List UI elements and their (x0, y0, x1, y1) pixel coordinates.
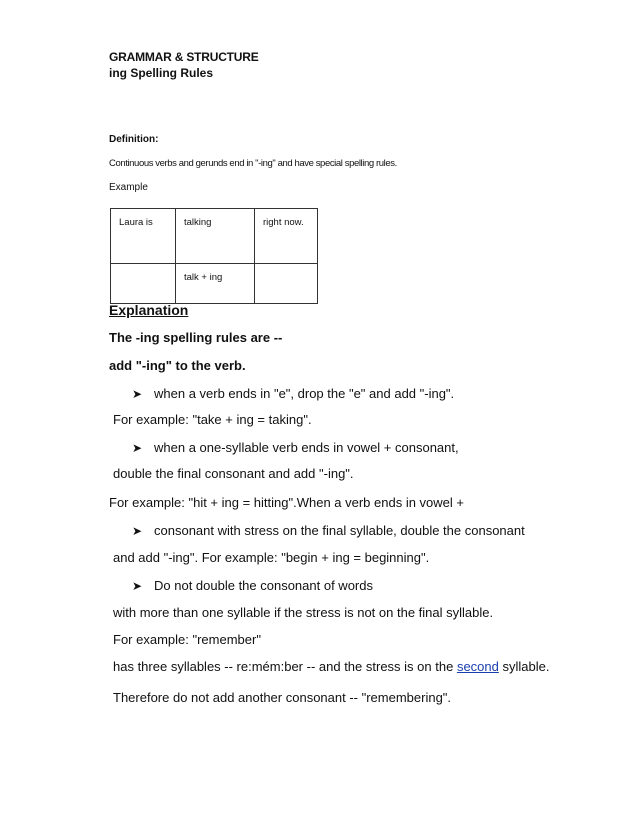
rules-title: The -ing spelling rules are -- (109, 330, 283, 345)
table-cell (255, 264, 318, 304)
example-line: For example: "remember" (113, 632, 261, 647)
arrow-bullet-icon: ➤ (132, 524, 143, 538)
example-line: For example: "take + ing = taking". (113, 412, 312, 427)
example-table (110, 208, 318, 304)
example-label: Example (109, 182, 148, 193)
definition-text: Continuous verbs and gerunds end in "-ing" and have special spelling rules. (109, 158, 397, 169)
bullet-item (132, 440, 459, 455)
bullet-text: Do not double the consonant of words (154, 578, 373, 593)
table-cell: talking (176, 209, 255, 264)
bullet-text: consonant with stress on the final syllable, double the consonant (154, 523, 525, 538)
arrow-bullet-icon: ➤ (132, 579, 143, 593)
table-cell: talk + ing (176, 264, 255, 304)
bullet-item (132, 578, 373, 593)
example-line: For example: "hit + ing = hitting".When a verb ends in vowel + (109, 495, 464, 510)
arrow-bullet-icon: ➤ (132, 387, 143, 401)
arrow-bullet-icon: ➤ (132, 441, 143, 455)
bullet-text: when a verb ends in "e", drop the "e" and add "-ing". (154, 386, 455, 401)
definition-label: Definition: (109, 134, 159, 145)
bullet-item (132, 523, 525, 538)
text-fragment: has three syllables -- re:mém:ber -- and the stress is on the (113, 659, 454, 674)
explanation-heading: Explanation (109, 302, 189, 318)
text-line: Therefore do not add another consonant -- "remembering". (113, 690, 452, 705)
bullet-text: when a one-syllable verb ends in vowel + consonant, (154, 440, 459, 455)
table-cell: Laura is (111, 209, 176, 264)
table-cell (111, 264, 176, 304)
text-fragment: syllable. (502, 659, 550, 674)
second-link[interactable]: second (456, 659, 499, 674)
text-line (113, 659, 549, 674)
document-subtitle: ing Spelling Rules (109, 66, 214, 80)
table-row (111, 264, 318, 304)
example-line: and add "-ing". For example: "begin + ing = beginning". (113, 550, 430, 565)
text-line: double the final consonant and add "-ing". (113, 466, 354, 481)
bullet-item (132, 386, 454, 401)
text-line: with more than one syllable if the stress is not on the final syllable. (113, 605, 494, 620)
rule-add-ing: add "-ing" to the verb. (109, 358, 246, 373)
table-row (111, 209, 318, 264)
table-cell: right now. (255, 209, 318, 264)
document-title: GRAMMAR & STRUCTURE (109, 50, 259, 64)
